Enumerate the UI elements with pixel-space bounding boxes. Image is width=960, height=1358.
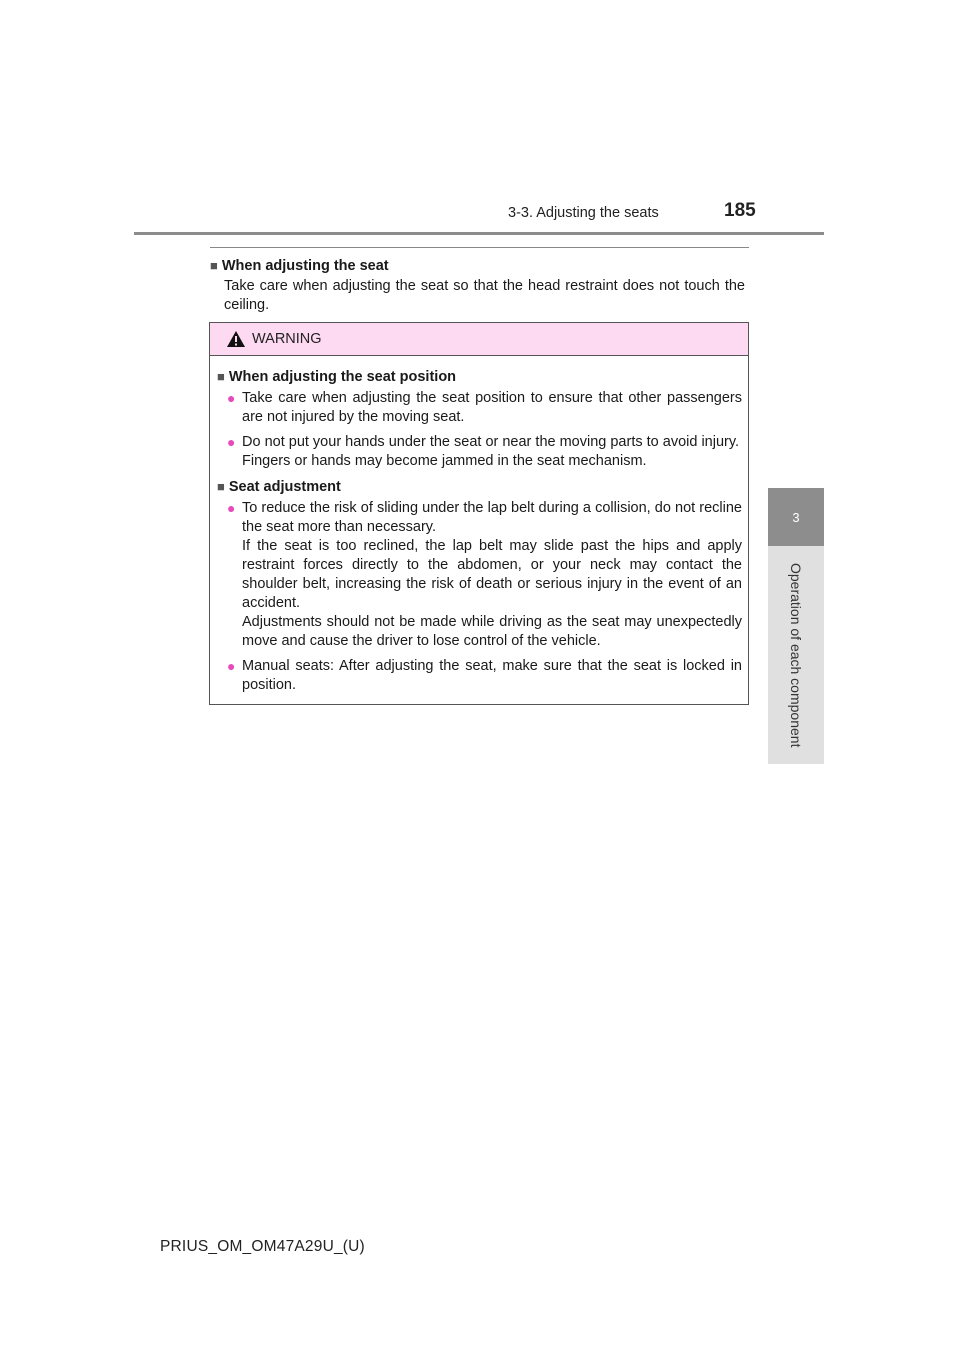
document-code: PRIUS_OM_OM47A29U_(U) xyxy=(160,1238,365,1255)
warning-list-item xyxy=(227,499,742,651)
warning-item-text: Take care when adjusting the seat position to ensure that other passengers are not injured by the moving seat. xyxy=(242,390,742,425)
warning-header xyxy=(210,323,748,356)
bullet-circle-icon: ● xyxy=(227,390,236,406)
warning-section-heading-text: Seat adjustment xyxy=(228,479,341,495)
warning-section-heading-text: When adjusting the seat position xyxy=(228,369,457,385)
square-marker-icon: ■ xyxy=(210,258,218,273)
warning-item-text: To reduce the risk of sliding under the lap belt during a collision, do not recline the seat more than necessary. xyxy=(242,500,742,535)
warning-item-text: Manual seats: After adjusting the seat, make sure that the seat is locked in position. xyxy=(242,658,742,693)
section-title: 3-3. Adjusting the seats xyxy=(508,205,659,221)
page-number: 185 xyxy=(724,200,756,221)
bullet-circle-icon: ● xyxy=(227,434,236,450)
square-marker-icon: ■ xyxy=(217,479,225,494)
warning-list-item xyxy=(227,433,742,471)
warning-list-item xyxy=(227,389,742,427)
intro-heading-row xyxy=(210,256,745,276)
bullet-circle-icon: ● xyxy=(227,658,236,674)
warning-section-heading xyxy=(217,477,742,497)
header-divider xyxy=(134,232,824,235)
warning-section-heading xyxy=(217,367,742,387)
bullet-circle-icon: ● xyxy=(227,500,236,516)
content-divider xyxy=(210,247,749,248)
intro-text: Take care when adjusting the seat so that the head restraint does not touch the ceiling. xyxy=(224,278,745,313)
warning-title: WARNING xyxy=(252,331,322,347)
warning-item-text: Adjustments should not be made while driving as the seat may unexpectedly move and cause the driver to lose control of the vehicle. xyxy=(242,614,742,649)
warning-list-item xyxy=(227,657,742,695)
warning-body xyxy=(210,356,748,695)
intro-heading: When adjusting the seat xyxy=(221,258,389,274)
warning-item-text: Fingers or hands may become jammed in the seat mechanism. xyxy=(242,453,647,469)
chapter-tab-label-wrap xyxy=(768,546,824,764)
warning-box xyxy=(209,322,749,705)
warning-item-text: If the seat is too reclined, the lap belt may slide past the hips and apply restraint forces directly to the abdomen, or your neck may contact the shoulder belt, increasing the risk of death or serious injury in the event of an accident. xyxy=(242,538,742,611)
square-marker-icon: ■ xyxy=(217,369,225,384)
intro-section xyxy=(210,256,745,315)
warning-item-text: Do not put your hands under the seat or near the moving parts to avoid injury. xyxy=(242,434,740,450)
warning-triangle-icon xyxy=(226,330,246,348)
chapter-tab-number: 3 xyxy=(768,488,824,546)
chapter-tab-label: Operation of each component xyxy=(788,562,804,748)
